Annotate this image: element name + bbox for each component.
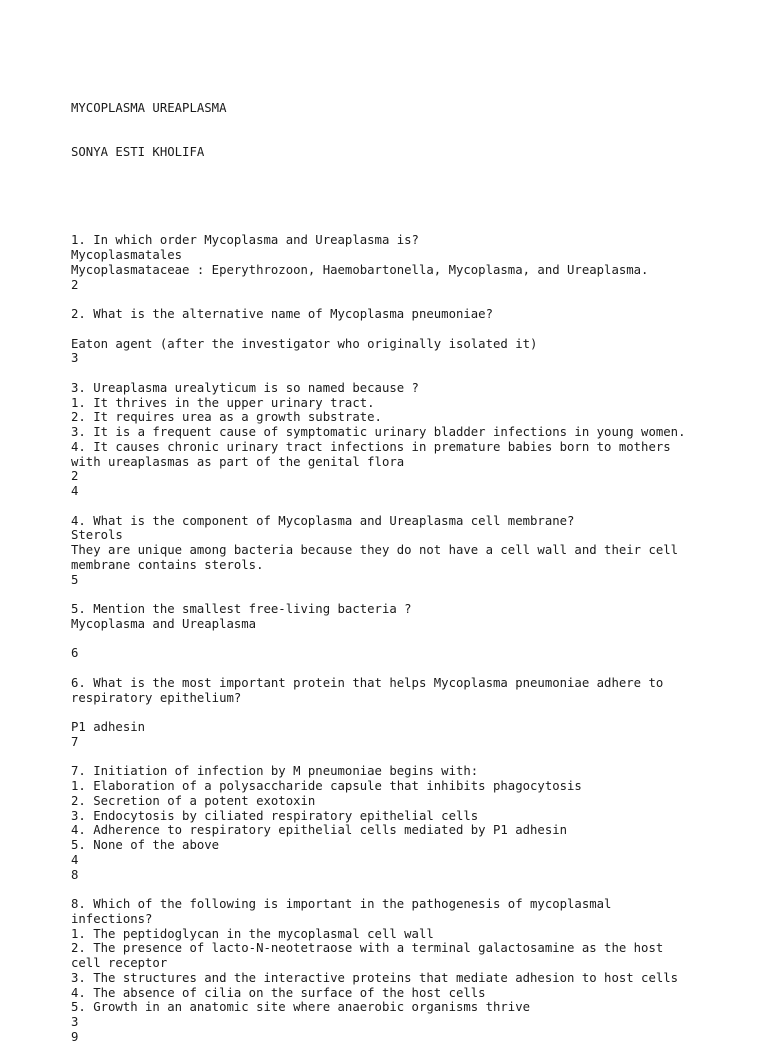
question-block (71, 602, 761, 676)
question-block (71, 514, 761, 603)
spacer (71, 750, 761, 765)
answer-text: 4 (71, 852, 79, 867)
spacer (71, 632, 761, 647)
item-number: 7 (71, 734, 79, 749)
question-text: 3. It is a frequent cause of symptomatic urinary bladder infections in young women. (71, 425, 686, 439)
question-text: 5. Growth in an anatomic site where anaerobic organisms thrive (71, 1000, 531, 1015)
question-block (71, 233, 761, 307)
question-text: 8. Which of the following is important in the pathogenesis of mycoplasmal (71, 897, 612, 911)
document-author: SONYA ESTI KHOLIFA (71, 144, 205, 159)
answer-text: Eaton agent (after the investigator who originally isolated it) (71, 336, 538, 351)
answer-text: Sterols (71, 528, 123, 543)
question-text: 2. What is the alternative name of Mycoplasma pneumoniae? (71, 307, 493, 321)
item-number: 9 (71, 1029, 79, 1044)
item-number: 4 (71, 484, 79, 498)
answer-text: 2 (71, 469, 79, 484)
question-text: 4. The absence of cilia on the surface of the host cells (71, 985, 486, 1000)
answer-text: Mycoplasmatales (71, 248, 183, 262)
document-title: MYCOPLASMA UREAPLASMA (71, 100, 227, 115)
question-text: 3. Endocytosis by ciliated respiratory epithelial cells (71, 808, 479, 823)
question-text: 2. It requires urea as a growth substrate. (71, 410, 382, 425)
question-text: 4. Adherence to respiratory epithelial cells mediated by P1 adhesin (71, 823, 568, 838)
question-text: respiratory epithelium? (71, 690, 242, 705)
spacer (71, 587, 761, 602)
question-block (71, 381, 761, 514)
question-text: 3. Ureaplasma urealyticum is so named because ? (71, 380, 419, 395)
question-text: 7. Initiation of infection by M pneumoniae begins with: (71, 764, 479, 779)
answer-text: They are unique among bacteria because they do not have a cell wall and their cell (71, 543, 679, 557)
spacer (71, 366, 761, 381)
question-text: with ureaplasmas as part of the genital flora (71, 454, 405, 469)
spacer (71, 499, 761, 514)
document-page (71, 71, 761, 1059)
answer-text: 3 (71, 1015, 79, 1029)
question-block (71, 676, 761, 765)
question-text: 1. In which order Mycoplasma and Ureaplasma is? (71, 233, 419, 248)
spacer (71, 292, 761, 307)
answer-text: Mycoplasma and Ureaplasma (71, 616, 257, 631)
question-text: cell receptor (71, 956, 168, 970)
item-number: 2 (71, 277, 79, 292)
question-text: 6. What is the most important protein that helps Mycoplasma pneumoniae adhere to (71, 675, 664, 690)
question-text: 1. Elaboration of a polysaccharide capsule that inhibits phagocytosis (71, 779, 582, 793)
question-text: 1. The peptidoglycan in the mycoplasmal cell wall (71, 926, 434, 941)
item-number: 3 (71, 351, 79, 366)
spacer (71, 661, 761, 676)
item-number: 5 (71, 572, 79, 587)
spacer (71, 882, 761, 897)
item-number: 8 (71, 867, 79, 882)
question-text: 3. The structures and the interactive proteins that mediate adhesion to host cells (71, 970, 679, 985)
question-text: 5. None of the above (71, 838, 220, 852)
answer-text: membrane contains sterols. (71, 557, 264, 572)
question-block (71, 897, 761, 1045)
item-number: 6 (71, 646, 79, 661)
question-text: 2. The presence of lacto-N-neotetraose with a terminal galactosamine as the host (71, 941, 664, 956)
question-text: 4. It causes chronic urinary tract infections in premature babies born to mothers (71, 439, 671, 454)
spacer (71, 322, 761, 337)
question-block (71, 764, 761, 897)
question-text: infections? (71, 911, 153, 926)
answer-text: P1 adhesin (71, 720, 146, 734)
question-list (71, 233, 761, 1044)
spacer (71, 705, 761, 720)
question-block (71, 307, 761, 381)
question-text: 5. Mention the smallest free-living bacteria ? (71, 602, 412, 616)
question-text: 1. It thrives in the upper urinary tract. (71, 395, 375, 410)
question-text: 2. Secretion of a potent exotoxin (71, 793, 316, 808)
question-text: 4. What is the component of Mycoplasma and Ureaplasma cell membrane? (71, 513, 575, 528)
answer-text: Mycoplasmataceae : Eperythrozoon, Haemobartonella, Mycoplasma, and Ureaplasma. (71, 262, 649, 277)
spacer (71, 189, 761, 204)
